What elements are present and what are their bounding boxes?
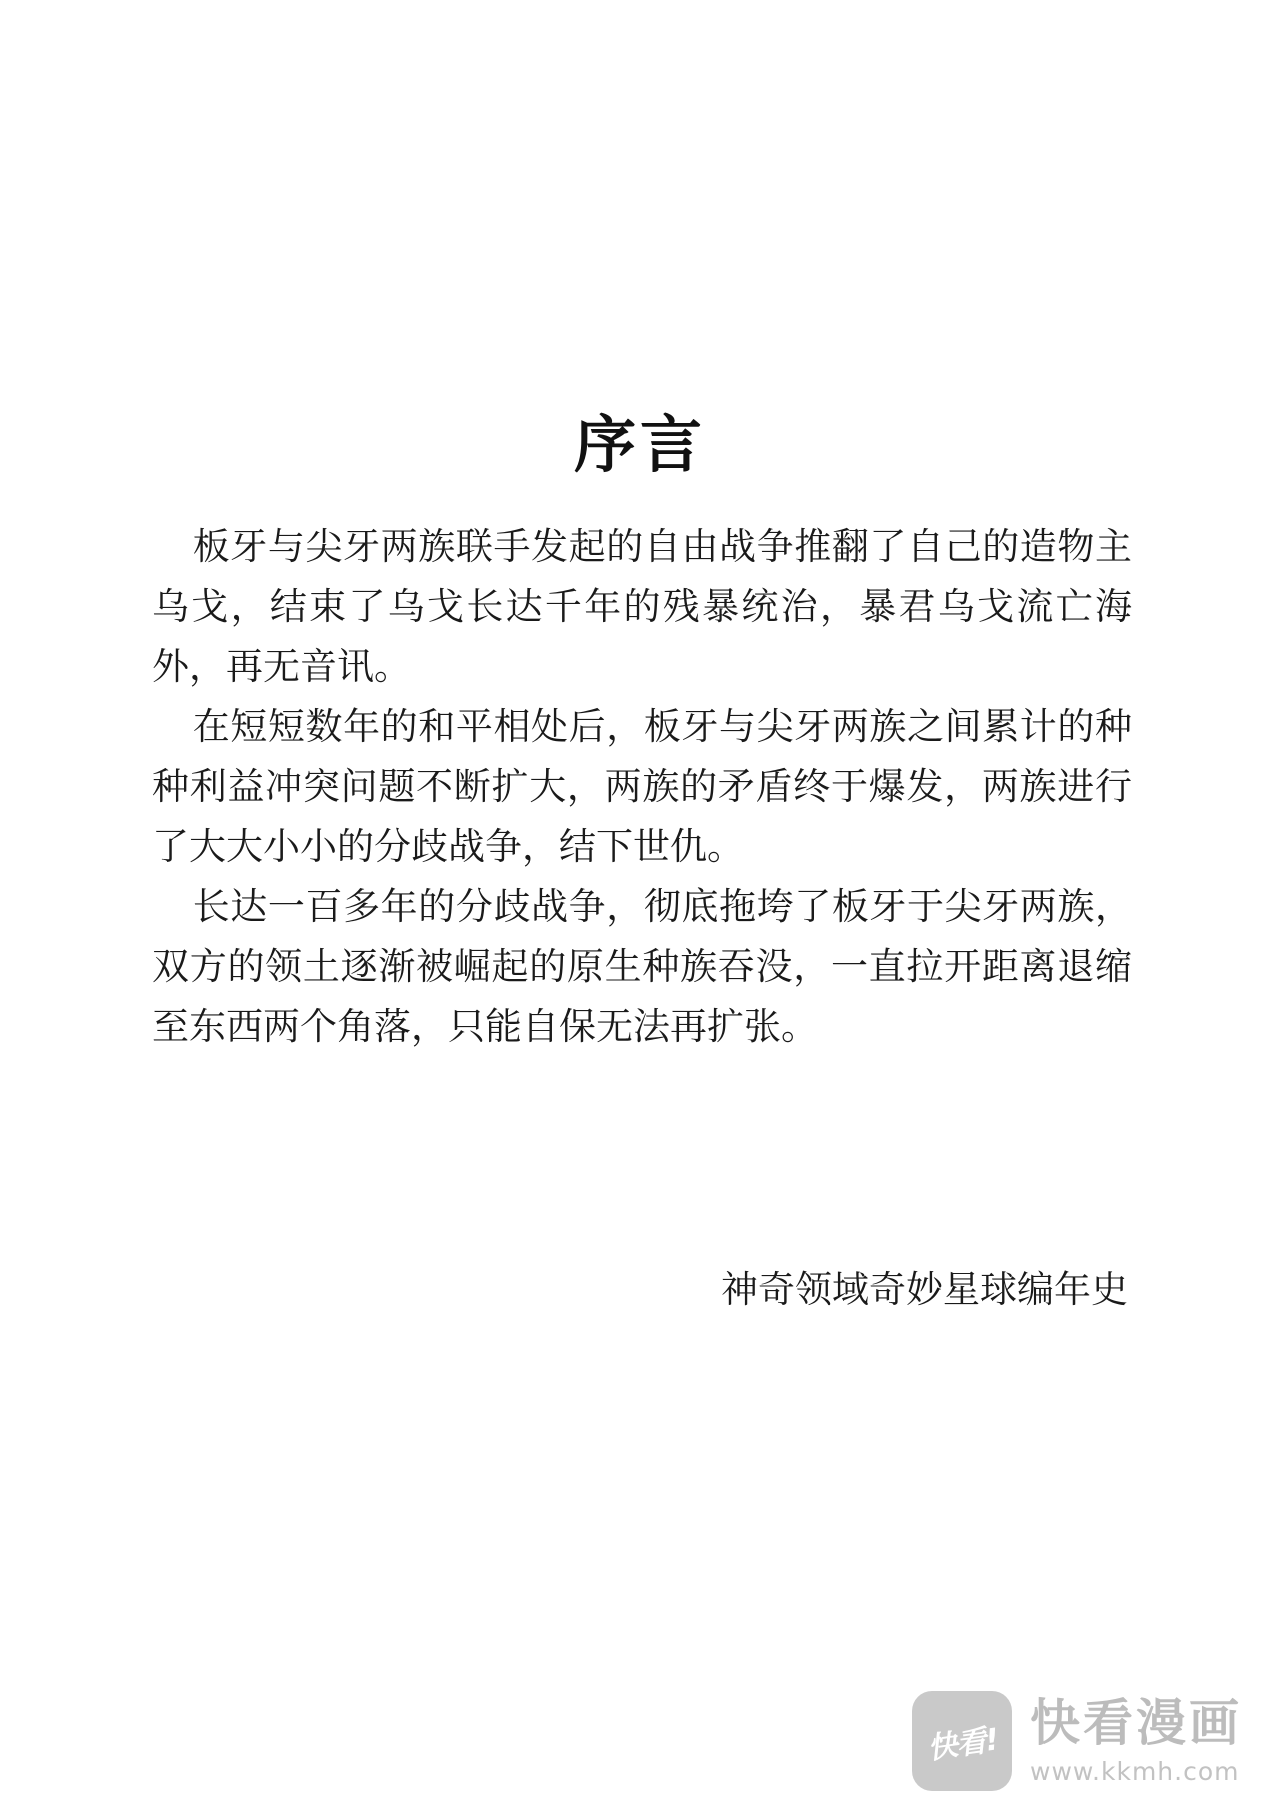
paragraph: 长达一百多年的分歧战争，彻底拖垮了板牙于尖牙两族，双方的领土逐渐被崛起的原生种族吞没，一直拉开距离退缩至东西两个角落，只能自保无法再扩张。 — [152, 885, 1132, 1048]
paragraph: 板牙与尖牙两族联手发起的自由战争推翻了自己的造物主乌戈，结束了乌戈长达千年的残暴统治，暴君乌戈流亡海外，再无音讯。 — [152, 525, 1132, 688]
watermark-name: 快看漫画 — [1030, 1694, 1242, 1752]
watermark — [912, 1691, 1262, 1791]
page-title: 序言 — [573, 408, 706, 481]
logo-badge-text: 快看! — [925, 1722, 1000, 1767]
kuaikan-logo-icon — [912, 1691, 1012, 1791]
paragraph: 在短短数年的和平相处后，板牙与尖牙两族之间累计的种种利益冲突问题不断扩大，两族的矛盾终于爆发，两族进行了大大小小的分歧战争，结下世仇。 — [152, 705, 1132, 868]
signature: 神奇领域奇妙星球编年史 — [721, 1268, 1128, 1311]
body-text — [152, 517, 1132, 1057]
watermark-url: www.kkmh.com — [1030, 1757, 1240, 1786]
